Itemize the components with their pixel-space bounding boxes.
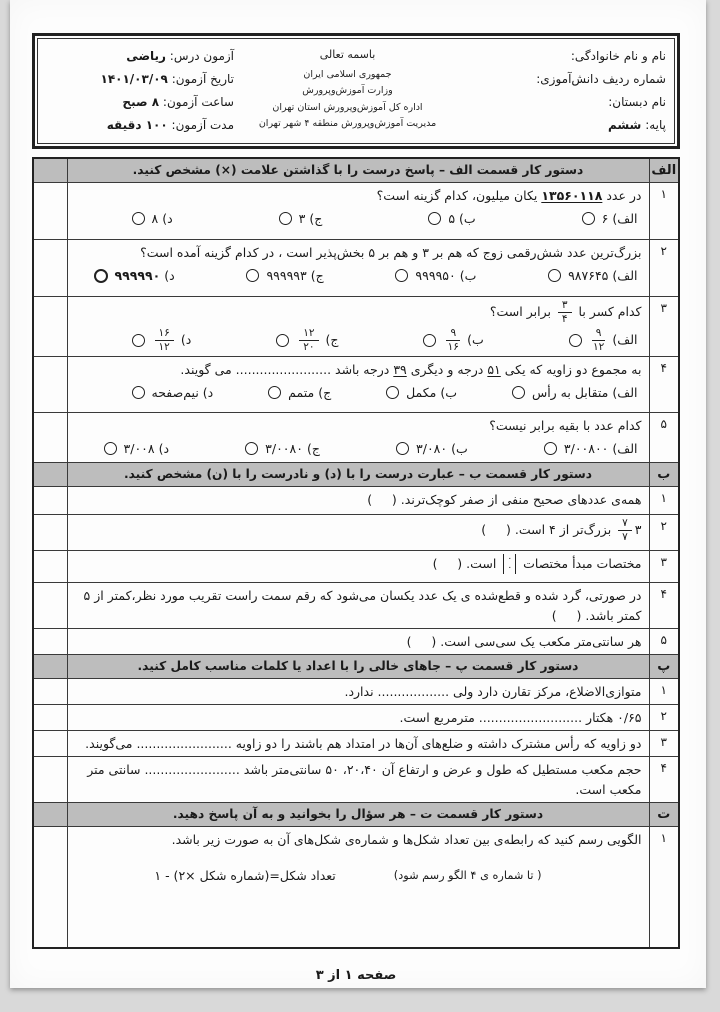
province-office-line: اداره کل آموزش‌وپرورش استان تهران xyxy=(272,101,423,113)
exam-paper xyxy=(10,0,706,988)
student-row-number-field xyxy=(461,68,666,91)
answer-circle[interactable] xyxy=(279,212,292,225)
underlined-number: ۵۱ xyxy=(487,361,501,377)
exam-date-value: ۱۴۰۱/۰۳/۰۹ xyxy=(100,72,168,86)
option-label: ب) xyxy=(467,332,484,347)
question-text-part: درجه باشد ........................ می گویند. xyxy=(180,361,394,377)
question-row-b1 xyxy=(33,486,679,514)
fraction-denominator: ۲۰ xyxy=(303,340,315,353)
fraction-numerator: ۹ xyxy=(592,328,606,341)
options-row xyxy=(74,325,642,353)
answer-circle[interactable] xyxy=(569,334,582,347)
score-cell xyxy=(33,654,67,678)
option-label: ج) xyxy=(310,267,324,283)
exam-subject-label: آزمون درس: xyxy=(169,49,234,63)
question-row-a1 xyxy=(33,182,679,239)
section-alef-letter: الف xyxy=(649,158,679,182)
fraction-numerator: ۳ xyxy=(558,300,572,313)
question-row-a2 xyxy=(33,239,679,296)
option-value: ۳/۰۸۰ xyxy=(416,440,448,456)
option-label: ج) xyxy=(309,210,323,226)
option-jim xyxy=(279,209,323,229)
score-cell xyxy=(33,826,67,948)
option-value: ۸ xyxy=(151,210,159,226)
question-number: ۴ xyxy=(649,356,679,412)
option-label: ب) xyxy=(440,384,458,400)
option-value: ۹۹۹۹۹۰ xyxy=(114,267,161,283)
option-label: ج) xyxy=(318,384,332,400)
option-label: الف) xyxy=(612,440,638,456)
question-number: ۳ xyxy=(649,296,679,356)
option-value: ۹۸۷۶۴۵ xyxy=(568,267,609,283)
question-text-part: در عدد xyxy=(602,187,642,203)
section-be-header xyxy=(33,462,679,486)
statement-text: هر سانتی‌متر مکعب یک سی‌سی است. ( ) xyxy=(406,633,642,649)
score-cell xyxy=(33,412,67,462)
option-label: ب) xyxy=(451,440,468,456)
option-alef xyxy=(544,439,638,459)
fraction-denominator: ۱۲ xyxy=(592,340,605,353)
option-dal xyxy=(94,266,175,286)
question-text xyxy=(74,360,642,380)
header-box xyxy=(32,33,680,149)
option-jim xyxy=(276,328,338,353)
answer-circle[interactable] xyxy=(246,269,259,282)
option-value: ۳/۰۰۸ xyxy=(123,440,155,456)
option-label: د) xyxy=(162,210,173,226)
score-cell xyxy=(33,756,67,802)
country-line: جمهوری اسلامی ایران xyxy=(303,68,392,80)
section-pe-title: دستور کار قسمت پ – جاهای خالی را با اعداد یا کلمات مناسب کامل کنید. xyxy=(67,654,649,678)
option-jim xyxy=(246,266,323,286)
highlighted-number: ۱۳۵۶۰۱۱۸ xyxy=(541,187,603,203)
option-fraction xyxy=(155,328,174,353)
answer-circle[interactable] xyxy=(512,386,525,399)
section-alef-title: دستور کار قسمت الف – پاسخ درست را با گذاشتن علامت (×) مشخص کنید. xyxy=(67,158,649,182)
option-label: د) xyxy=(158,440,170,456)
question-text-part: برابر است؟ xyxy=(489,303,555,319)
exam-info-column xyxy=(44,45,234,137)
exam-subject-value: ریاضی xyxy=(126,49,166,63)
ministry-line: وزارت آموزش‌وپرورش xyxy=(302,85,393,96)
exam-duration-value: ۱۰۰ دقیقه xyxy=(106,118,168,132)
section-be-letter: ب xyxy=(649,462,679,486)
question-row-t1 xyxy=(33,826,679,948)
question-row-a4 xyxy=(33,356,679,412)
inline-fraction xyxy=(558,300,572,325)
vector-x: ۰ xyxy=(507,554,513,564)
underlined-number: ۳۹ xyxy=(393,361,407,377)
statement-text-part: بزرگ‌تر از ۴ است. ( ) xyxy=(481,521,616,537)
exam-duration-field xyxy=(44,114,234,137)
score-cell xyxy=(33,628,67,654)
answer-circle[interactable] xyxy=(132,334,145,347)
fullname-label: نام و نام خانوادگی: xyxy=(570,49,666,63)
option-value: ۳/۰۰۸۰ xyxy=(265,440,303,456)
option-fraction xyxy=(446,328,460,353)
answer-circle[interactable] xyxy=(428,212,441,225)
question-number: ۳ xyxy=(649,730,679,756)
score-cell xyxy=(33,730,67,756)
exam-time-field xyxy=(44,91,234,114)
option-value: ۳ xyxy=(298,210,306,226)
question-text-part: کدام کسر با xyxy=(574,303,642,319)
question-row-a5 xyxy=(33,412,679,462)
question-row-b5 xyxy=(33,628,679,654)
fraction-denominator: ۷ xyxy=(622,530,628,543)
section-pe-header xyxy=(33,654,679,678)
basmala-line: باسمه تعالی xyxy=(319,48,376,61)
question-row-b3 xyxy=(33,550,679,582)
question-text xyxy=(74,186,642,206)
answer-circle[interactable] xyxy=(396,442,409,455)
question-number: ۱ xyxy=(649,678,679,704)
ministry-column xyxy=(234,45,461,137)
student-info-column xyxy=(461,45,666,137)
fraction-denominator: ۴ xyxy=(561,312,568,325)
statement-text xyxy=(74,554,642,575)
mixed-fraction xyxy=(618,518,632,543)
school-name-label: نام دبستان: xyxy=(608,95,666,109)
section-te-letter: ت xyxy=(649,802,679,826)
option-be xyxy=(423,328,483,353)
option-be xyxy=(428,209,475,229)
question-number: ۵ xyxy=(649,412,679,462)
answer-circle[interactable] xyxy=(423,334,436,347)
pattern-instruction-row xyxy=(74,866,642,886)
option-alef xyxy=(582,209,638,229)
option-label: الف) xyxy=(612,384,638,400)
question-row-p2 xyxy=(33,704,679,730)
student-row-number-label: شماره ردیف دانش‌آموزی: xyxy=(536,72,666,86)
section-be-title: دستور کار قسمت ب – عبارت درست را با (د) و نادرست را با (ن) مشخص کنید. xyxy=(67,462,649,486)
option-dal xyxy=(132,209,173,229)
option-jim xyxy=(268,383,331,403)
grade-label: پایه: xyxy=(645,118,666,132)
answer-circle[interactable] xyxy=(548,269,561,282)
question-number: ۱ xyxy=(649,486,679,514)
statement-text: در صورتی، گرد شده و قطع‌شده ی یک عدد یکسان می‌شود که رقم سمت راست تقریب مورد نظر،کمتر از ۵ کمتر باشد. ( ) xyxy=(83,587,642,623)
fullname-field xyxy=(461,45,666,68)
question-number: ۱ xyxy=(649,826,679,948)
pattern-formula: تعداد شکل=(شماره شکل ×۲) - ۱ xyxy=(154,867,336,883)
section-te-header xyxy=(33,802,679,826)
question-number: ۳ xyxy=(649,550,679,582)
question-number: ۴ xyxy=(649,756,679,802)
exam-subject-field xyxy=(44,45,234,68)
fraction-denominator: ۱۶ xyxy=(447,340,459,353)
school-name-field xyxy=(461,91,666,114)
question-row-b4 xyxy=(33,582,679,628)
option-value: مکمل xyxy=(406,384,437,400)
answer-circle[interactable] xyxy=(94,269,108,283)
option-value: ۳/۰۰۸۰۰ xyxy=(563,440,609,456)
fraction-numerator: ۱۶ xyxy=(155,328,174,341)
page-footer: صفحه ۱ از ۳ xyxy=(315,968,397,983)
option-dal xyxy=(104,439,170,459)
answer-circle[interactable] xyxy=(582,212,595,225)
district-office-line: مدیریت آموزش‌وپرورش منطقه ۴ شهر تهران xyxy=(258,118,437,129)
answer-circle[interactable] xyxy=(268,386,281,399)
question-text-part: درجه و دیگری xyxy=(406,361,488,377)
option-label: الف) xyxy=(612,267,638,283)
statement-text: همه‌ی عددهای صحیح منفی از صفر کوچک‌ترند. ( ) xyxy=(367,491,642,507)
option-alef xyxy=(548,266,637,286)
fill-blank-text: دو زاویه که رأس مشترک داشته و ضلع‌های آن‌ها در امتداد هم باشند را دو زاویه ........................ می‌گویند. xyxy=(85,735,642,751)
grade-field xyxy=(461,114,666,137)
section-pe-letter: پ xyxy=(649,654,679,678)
exam-table xyxy=(32,157,680,949)
score-cell xyxy=(33,356,67,412)
fill-blank-text: حجم مکعب مستطیل که طول و عرض و ارتفاع آن ۲۰،۴۰، ۵۰ سانتی‌متر باشد ........................ سانتی متر مکعب است. xyxy=(87,761,642,797)
mixed-whole: ۳ xyxy=(634,522,642,537)
question-row-p1 xyxy=(33,678,679,704)
option-dal xyxy=(132,328,192,353)
option-value: ۹۹۹۹۹۳ xyxy=(266,267,307,283)
question-text: الگویی رسم کنید که رابطه‌ی بین تعداد شکل‌ها و شماره‌ی شکل‌های آن به صورت زیر باشد. xyxy=(171,831,642,847)
statement-text-part: است. ( ) xyxy=(432,555,501,571)
answer-circle[interactable] xyxy=(132,212,145,225)
fill-blank-text: متوازی‌الاضلاع، مرکز تقارن دارد ولی .................. ندارد. xyxy=(344,683,642,699)
options-row xyxy=(74,206,642,229)
answer-circle[interactable] xyxy=(245,442,258,455)
option-alef xyxy=(569,328,638,353)
header-inner xyxy=(37,38,675,144)
option-label: ج) xyxy=(306,440,320,456)
answer-circle[interactable] xyxy=(276,334,289,347)
option-fraction xyxy=(592,328,606,353)
question-row-a3 xyxy=(33,296,679,356)
option-jim xyxy=(245,439,320,459)
score-cell xyxy=(33,582,67,628)
score-cell xyxy=(33,182,67,239)
fraction-numerator: ۷ xyxy=(618,518,632,531)
exam-date-label: تاریخ آزمون: xyxy=(171,72,234,86)
question-number: ۲ xyxy=(649,514,679,550)
answer-circle[interactable] xyxy=(544,442,557,455)
vector-y: ۰ xyxy=(507,563,513,573)
question-text: بزرگ‌ترین عدد شش‌رقمی زوج که هم بر ۳ و هم بر ۵ بخش‌پذیر است ، در کدام گزینه آمده است؟ xyxy=(140,244,642,260)
option-be xyxy=(386,383,457,403)
question-text xyxy=(74,300,642,325)
question-number: ۲ xyxy=(649,239,679,296)
option-label: ب) xyxy=(459,210,476,226)
answer-circle[interactable] xyxy=(104,442,117,455)
option-label: د) xyxy=(164,267,175,283)
option-value: متمم xyxy=(288,384,315,400)
option-label: ب) xyxy=(459,267,477,283)
fraction-denominator: ۱۲ xyxy=(158,340,170,353)
option-label: ج) xyxy=(325,332,339,347)
exam-duration-label: مدت آزمون: xyxy=(171,118,234,132)
score-cell xyxy=(33,158,67,182)
answer-circle[interactable] xyxy=(386,386,399,399)
score-cell xyxy=(33,678,67,704)
exam-time-value: ۸ صبح xyxy=(122,95,160,109)
option-label: الف) xyxy=(612,210,638,226)
option-value: ۹۹۹۹۵۰ xyxy=(415,267,456,283)
statement-text xyxy=(74,518,642,543)
option-label: الف) xyxy=(612,332,638,347)
score-cell xyxy=(33,802,67,826)
option-value: ۵ xyxy=(448,210,456,226)
fraction-numerator: ۱۲ xyxy=(299,328,318,341)
score-cell xyxy=(33,486,67,514)
question-row-p3 xyxy=(33,730,679,756)
statement-text-part: مختصات مبدأ مختصات xyxy=(519,555,642,571)
mixed-number xyxy=(615,518,641,543)
pattern-note: ( تا شماره ی ۴ الگو رسم شود) xyxy=(393,868,542,882)
option-value: ۶ xyxy=(601,210,609,226)
option-alef xyxy=(512,383,638,403)
question-number: ۵ xyxy=(649,628,679,654)
section-alef-header xyxy=(33,158,679,182)
option-be xyxy=(396,439,468,459)
options-row xyxy=(74,380,642,403)
answer-circle[interactable] xyxy=(395,269,408,282)
grade-value: ششم xyxy=(607,118,642,132)
score-cell xyxy=(33,514,67,550)
options-row xyxy=(74,436,642,459)
option-be xyxy=(395,266,476,286)
score-cell xyxy=(33,239,67,296)
options-row xyxy=(74,263,642,286)
option-value: نیم‌صفحه xyxy=(151,384,199,400)
question-text-part: یکان میلیون، کدام گزینه است؟ xyxy=(376,187,542,203)
score-cell xyxy=(33,296,67,356)
fraction-numerator: ۹ xyxy=(446,328,460,341)
score-cell xyxy=(33,462,67,486)
exam-time-label: ساعت آزمون: xyxy=(162,95,234,109)
score-cell xyxy=(33,550,67,582)
fill-blank-text: ۰/۶۵ هکتار .......................... مترمربع است. xyxy=(399,709,642,725)
exam-date-field xyxy=(44,68,234,91)
question-text: کدام عدد با بقیه برابر نیست؟ xyxy=(489,417,642,433)
coordinate-vector xyxy=(503,554,516,574)
answer-circle[interactable] xyxy=(132,386,145,399)
option-label: د) xyxy=(202,384,214,400)
question-number: ۴ xyxy=(649,582,679,628)
option-fraction xyxy=(299,328,318,353)
question-number: ۲ xyxy=(649,704,679,730)
score-cell xyxy=(33,704,67,730)
option-dal xyxy=(132,383,214,403)
section-te-title: دستور کار قسمت ت – هر سؤال را بخوانید و به آن پاسخ دهید. xyxy=(67,802,649,826)
question-number: ۱ xyxy=(649,182,679,239)
option-label: د) xyxy=(180,332,192,347)
question-row-b2 xyxy=(33,514,679,550)
option-value: متقابل به رأس xyxy=(531,384,609,400)
question-text-part: به مجموع دو زاویه که یکی xyxy=(500,361,642,377)
question-row-p4 xyxy=(33,756,679,802)
